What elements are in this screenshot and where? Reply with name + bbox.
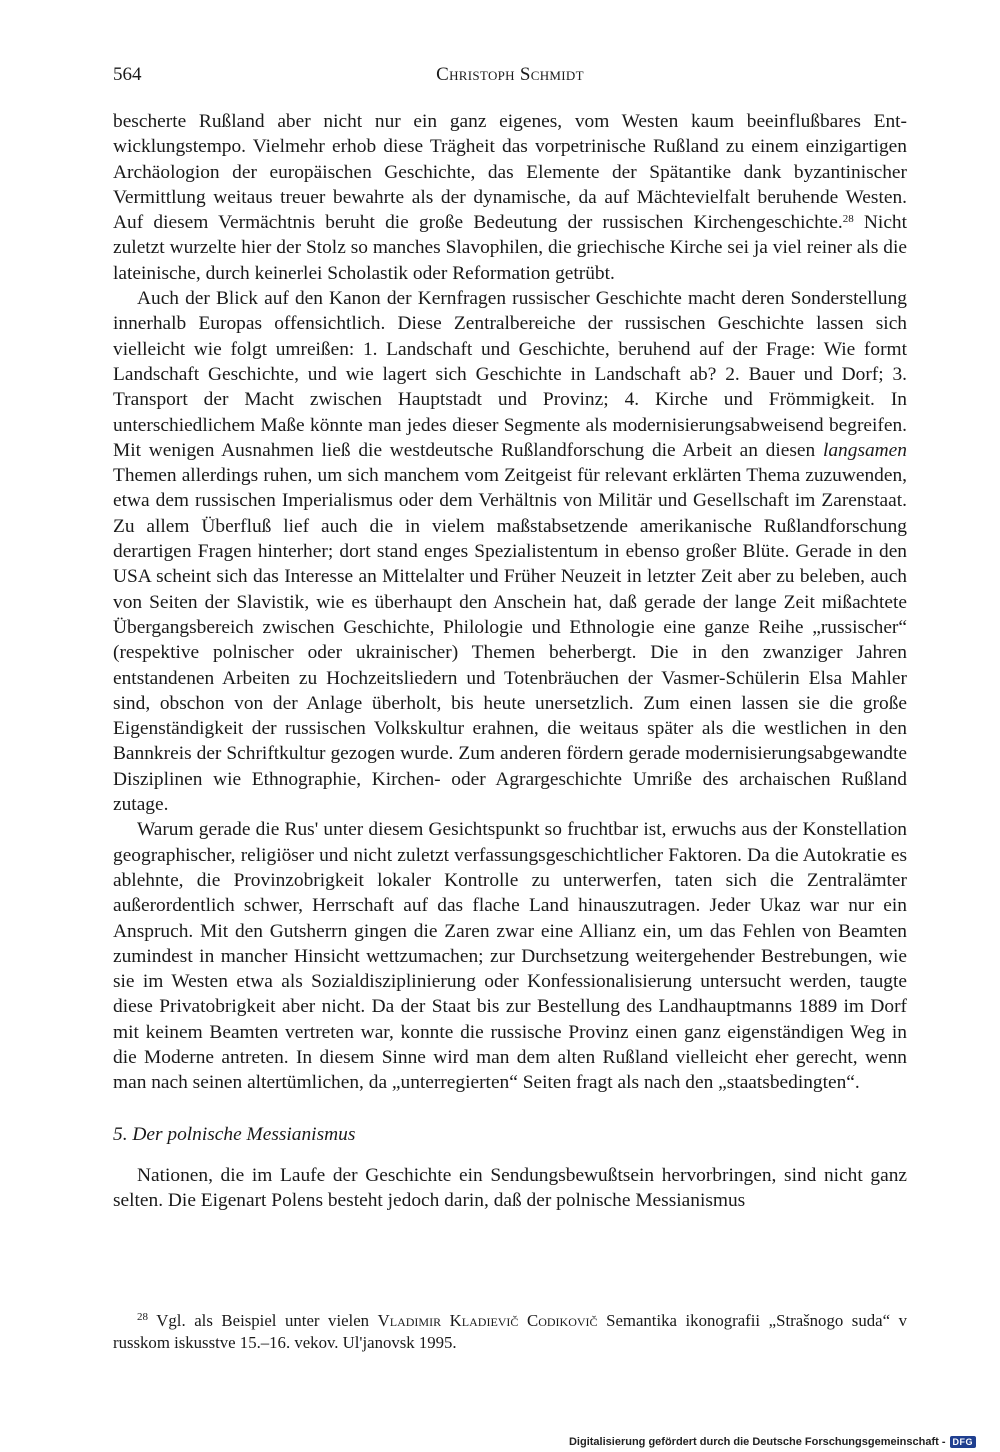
body-text xyxy=(113,109,907,1213)
dfg-logo: DFG xyxy=(950,1436,977,1448)
footnote-number: 28 xyxy=(137,1311,148,1323)
paragraph-1 xyxy=(113,109,907,286)
footnote-text xyxy=(113,1310,907,1354)
paragraph-text-continued: Themen allerdings ruhen, um sich manchem vom Zeitgeist für relevant erklärten Thema zuzuwenden, etwa dem russischen Imperialismus oder dem Verhältnis von Militär und Gesellschaft im Zarenstaat. Zu allem Überfluß lief auch die in vielem maßstabsetzende amerikanische Rußlandforschung derartigen Fragen hinterher; dort stand enges Spezialistentum in ebenso großer Blüte. Gerade in den USA scheint sich das Interesse an Mittelalter und Früher Neuzeit in letzter Zeit aber zu beleben, auch von Seiten der Slavistik, wie es überhaupt den Anschein hat, daß gerade der lange Zeit mißachtete Übergangsbereich zwischen Geschichte, Philologie und Ethnologie eine ganze Reihe „russischer“ (respektive polnischer oder ukrainischer) Themen beherbergt. Die in den zwanziger Jahren entstandenen Arbeiten zu Hochzeitsliedern und Totenbräuchen der Vasmer-Schülerin Elsa Mahler sind, obschon von der Anlage überholt, bis heute unersetzlich. Zum einen lassen sie die große Eigenständigkeit der russischen Volkskultur erahnen, die weitaus später als die westlichen in den Bannkreis der Schriftkultur gezogen wurde. Zum anderen fördern gerade modernisierungsabgewandte Disziplinen wie Ethnographie, Kirchen- oder Agrargeschichte Umriße des archaischen Rußland zutage. xyxy=(113,465,907,816)
page-header xyxy=(113,64,907,92)
page-number: 564 xyxy=(113,64,142,85)
footnote-rest: Semantika ikonografii „Strašnogo suda“ v russkom iskusstve 15.–16. vekov. Ul'janovsk 1995. xyxy=(113,1311,907,1352)
emphasized-word: langsamen xyxy=(822,439,907,461)
paragraph-text: Warum gerade die Rus' unter diesem Gesichtspunkt so fruchtbar ist, erwuchs aus der Konstellation geographischer, religiöser und nicht zuletzt verfassungsgeschichtlicher Faktoren. Da die Autokratie es ablehnte, die Provinzobrigkeit lokaler Kontrolle zu unterwerfen, taten sich die Zentralämter außerordentlich schwer, Herrschaft auf das flache Land hinauszutragen. Jeder Ukaz war nur ein Anspruch. Mit den Gutsherrn gingen die Zaren zwar eine Allianz ein, um das Fehlen von Beamten zumindest in mancher Hinsicht wettzumachen; zur Durchsetzung weitergehender Bestrebungen, wie sie im Westen etwa als Sozialdisziplinierung oder Konfessionalisierung untersucht werden, taugte diese Privatobrigkeit aber nicht. Da der Staat bis zur Bestellung des Landhauptmanns 1889 im Dorf mit keinem Beamten vertreten war, konnte die russische Provinz einen ganz eigenständigen Weg in die Moderne antreten. In diesem Sinne wird man dem alten Rußland vielleicht eher gerecht, wenn man nach seinen altertümlichen, da „unterregierten“ Seiten fragt als nach den „staatsbedingten“. xyxy=(113,819,907,1094)
section-paragraph: Nationen, die im Laufe der Geschichte ein Sendungsbewußtsein hervorbringen, sind nicht ganz selten. Die Eigenart Polens besteht jedoch darin, daß der polnische Messianismus xyxy=(113,1164,907,1212)
footnote xyxy=(113,1310,907,1354)
footnote-lead: Vgl. als Beispiel unter vielen xyxy=(148,1311,378,1330)
digitization-credit xyxy=(569,1436,976,1448)
paragraph-text: Auch der Blick auf den Kanon der Kernfragen russischer Geschichte macht deren Sonderstellung innerhalb Europas offensichtlich. Diese Zentralbereiche der russischen Geschichte lassen sich vielleicht wie folgt umreißen: 1. Landschaft und Geschichte, beruhend auf der Frage: Wie formt Landschaft Geschichte, und wie lagert sich Geschichte in Landschaft ab? 2. Bauer und Dorf; 3. Transport der Macht zwischen Hauptstadt und Provinz; 4. Kirche und Frömmigkeit. In unterschiedlichem Maße könnte man jedes dieser Segmente als modernisierungsabweisend begreifen. Mit wenigen Ausnahmen ließ die westdeutsche Rußlandforschung die Arbeit an diesen xyxy=(113,288,907,461)
paragraph-text: bescherte Rußland aber nicht nur ein ganz eigenes, vom Westen kaum beeinflußbares Entwicklungstempo. Vielmehr erhob diese Trägheit das vorpetrinische Rußland zu einem einzigartigen Archäologion der europäischen Geschichte, das Elemente der Spätantike dank byzantinischer Vermittlung weitaus treuer bewahrte als der dynamische, da auf Mächtevielfalt beruhende Westen. Auf diesem Vermächtnis beruht die große Bedeutung der russischen Kirchengeschichte. xyxy=(113,111,907,234)
paragraph-2 xyxy=(113,286,907,817)
footnote-ref: 28 xyxy=(842,213,854,226)
section-heading: 5. Der polnische Messianismus xyxy=(113,1123,356,1145)
credit-text: Digitalisierung gefördert durch die Deutsche Forschungsgemeinschaft - xyxy=(568,1436,946,1448)
footnote-author: Vladimir Kladievič Codikovič xyxy=(377,1311,598,1330)
paragraph-3 xyxy=(113,817,907,1095)
running-head: Christoph Schmidt xyxy=(436,64,584,85)
paragraph-text-continued: Nicht zuletzt wurzelte hier der Stolz so manches Slavophilen, die griechische Kirche sei ja viel reiner als die lateinische, durch keinerlei Scholastik oder Reformation getrübt. xyxy=(113,212,908,284)
